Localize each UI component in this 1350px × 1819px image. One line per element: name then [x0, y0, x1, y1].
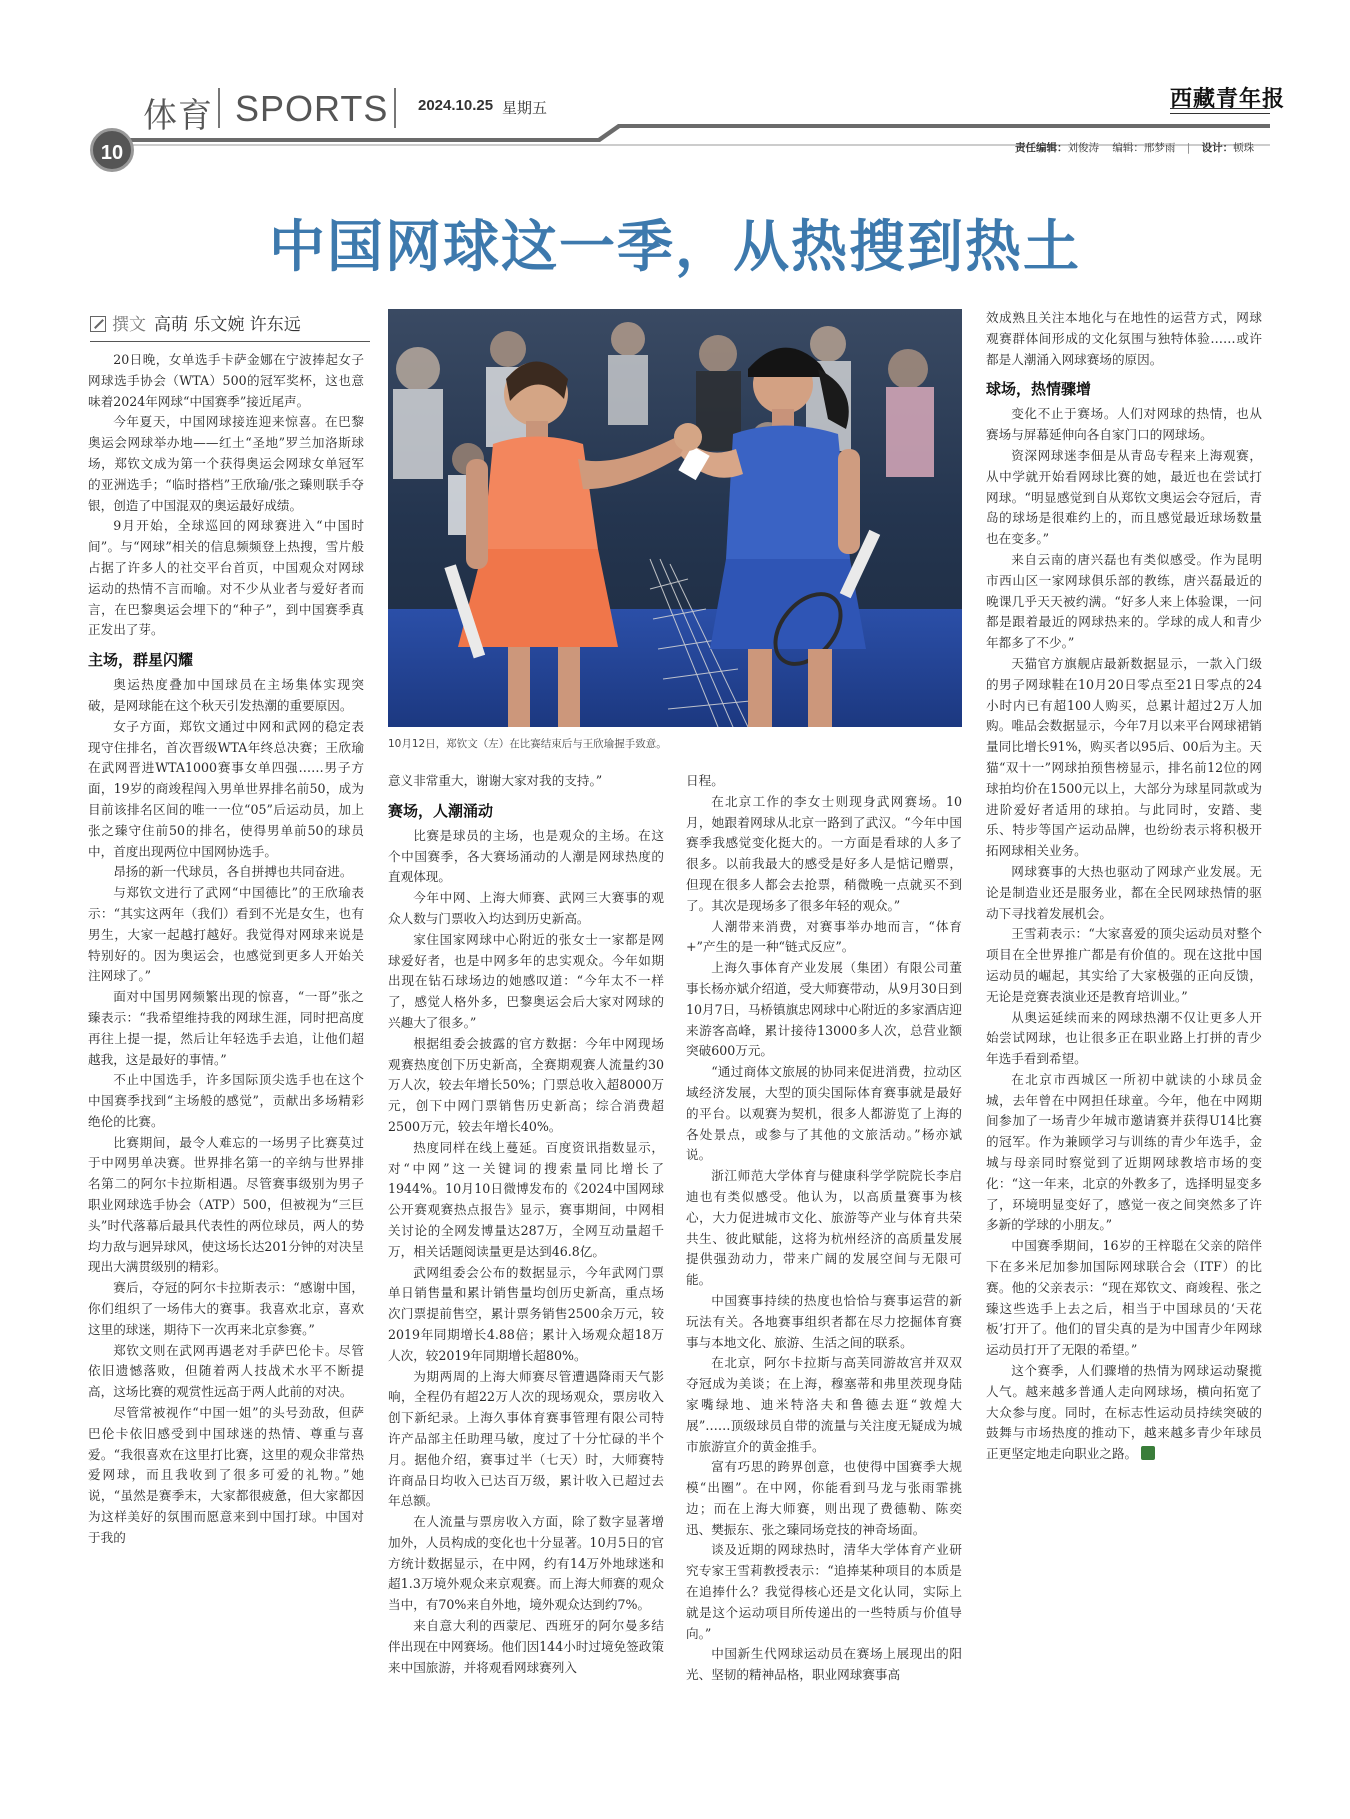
paragraph: 尽管常被视作“中国一姐”的头号劲敌，但萨巴伦卡依旧感受到中国球迷的热情、尊重与喜爱。“我很喜欢在这里打比赛，这里的观众非常热爱网球，而且我收到了很多可爱的礼物。”她说，“虽然是赛季末，大家都很疲惫，但大家都因为这样美好的氛围而愿意来到中国打球。中国对于我的 — [88, 1405, 364, 1545]
paragraph: 20日晚，女单选手卡萨金娜在宁波捧起女子网球选手协会（WTA）500的冠军奖杯，这也意味着2024年网球“中国赛季”接近尾声。 — [88, 352, 364, 409]
article-photo — [388, 309, 962, 727]
paragraph: 上海久事体育产业发展（集团）有限公司董事长杨亦斌介绍道，受大师赛带动，从9月30日到10月7日，马桥镇旗忠网球中心附近的多家酒店迎来游客高峰，累计接待13000多人次，总营业额突破600万元。 — [686, 960, 962, 1059]
section-title-en: SPORTS — [235, 88, 389, 129]
editor-label: 编辑： — [1112, 142, 1144, 154]
paragraph: 谈及近期的网球热时，清华大学体育产业研究专家王雪莉教授表示：“追捧某种项目的本质是在追捧什么？我觉得核心还是文化认同，实际上就是这个运动项目所传递出的一些特质与价值导向。” — [686, 1542, 962, 1641]
issue-date: 2024.10.25 — [418, 97, 494, 114]
paragraph: 比赛期间，最令人难忘的一场男子比赛莫过于中网男单决赛。世界排名第一的辛纳与世界排名第二的阿尔卡拉斯相遇。尽管赛事级别为男子职业网球选手协会（ATP）500，但被视为“三巨头”时代落幕后最具代表性的两位球员，两人的势均力敌与迥异球风，使这场长达201分钟的对决呈现出大满贯级别的精彩。 — [88, 1134, 364, 1275]
paragraph: 中国赛季期间，16岁的王梓聪在父亲的陪伴下在多米尼加参加国际网球联合会（ITF）的比赛。他的父亲表示：“现在郑钦文、商竣程、张之臻这些选手上去之后，相当于中国球员的‘天花板’打开了。他们的冒尖真的是为中国青少年网球运动员打开了无限的希望。” — [986, 1238, 1262, 1358]
section-heading: 主场，群星闪耀 — [88, 651, 194, 670]
handshake-photo-illustration — [388, 309, 962, 727]
paragraph: 比赛是球员的主场，也是观众的主场。在这个中国赛季，各大赛场涌动的人潮是网球热度的直观体现。 — [388, 827, 664, 885]
paragraph: 与郑钦文进行了武网“中国德比”的王欣瑜表示：“其实这两年（我们）看到不光是女生，也有男生，大家一起越打越好。我觉得对网球来说是特别好的。因为奥运会，也感觉到更多人开始关注网球了。” — [88, 885, 364, 984]
paragraph: “通过商体文旅展的协同来促进消费，拉动区域经济发展，大型的顶尖国际体育赛事就是最好的平台。以观赛为契机，很多人都游览了上海的各处景点，或参与了其他的文旅活动。”杨亦斌说。 — [686, 1064, 962, 1163]
masthead-underline — [1170, 108, 1270, 114]
paragraph: 赛后，夺冠的阿尔卡拉斯表示：“感谢中国，你们组织了一场伟大的赛事。我喜欢北京，喜欢这里的球迷，期待下一次再来北京参赛。” — [88, 1280, 364, 1337]
paragraph: 今年夏天，中国网球接连迎来惊喜。在巴黎奥运会网球举办地——红土“圣地”罗兰加洛斯球场，郑钦文成为第一个获得奥运会网球女单冠军的亚洲选手；“临时搭档”王欣瑜/张之臻则联手夺银，创造了中国混双的奥运最好成绩。 — [88, 414, 364, 513]
photo-caption: 10月12日，郑钦文（左）在比赛结束后与王欣瑜握手致意。 — [388, 738, 667, 750]
paragraph: 在人流量与票房收入方面，除了数字显著增加外，人员构成的变化也十分显著。10月5日的官方统计数据显示，在中网，约有14万外地球迷和超1.3万境外观众来京观赛。而上海大师赛的观众当中，有70%来自外地，境外观众达到约7%。 — [388, 1514, 664, 1613]
paragraph: 来自云南的唐兴磊也有类似感受。作为昆明市西山区一家网球俱乐部的教练，唐兴磊最近的晚课几乎天天被约满。“好多人来上体验课，一问都是跟着最近的网球热来的。学球的成人和青少年都多了不少。” — [986, 551, 1262, 651]
paragraph: 热度同样在线上蔓延。百度资讯指数显示，对“中网”这一关键词的搜索量同比增长了1944%。10月10日微博发布的《2024中国网球公开赛观赛热点报告》显示，赛事期间，中网相关讨论的全网发博量达287万，全网互动量超千万，相关话题阅读量更是达到46.8亿。 — [388, 1139, 664, 1259]
article-column-1 — [88, 350, 364, 1780]
paragraph: 为期两周的上海大师赛尽管遭遇降雨天气影响，全程仍有超22万人次的现场观众，票房收入创下新纪录。上海久事体育赛事管理有限公司特许产品部主任助理马敏，度过了十分忙碌的半个月。据他介绍，赛事过半（七天）时，大师赛特许商品日均收入已达百万级，累计收入已超过去年总额。 — [388, 1368, 664, 1509]
byline — [90, 310, 370, 342]
editor-credits — [1015, 140, 1254, 155]
paragraph: 资深网球迷李佃是从青岛专程来上海观赛，从中学就开始看网球比赛的她，最近也在尝试打网球。“明显感觉到自从郑钦文奥运会夺冠后，青岛的球场是很难约上的，而且感觉最近球场数量也在变多。” — [986, 447, 1262, 547]
section-heading: 球场，热情骤增 — [986, 380, 1092, 399]
editor: 邢梦雨 — [1143, 142, 1176, 154]
paragraph: 效成熟且关注本地化与在地性的运营方式，网球观赛群体间形成的文化氛围与独特体验……或许都是人潮涌入网球赛场的原因。 — [986, 310, 1262, 367]
paragraph: 武网组委会公布的数据显示，今年武网门票单日销售量和累计销售量均创历史新高，重点场次门票提前售空，累计票务销售2500余万元，较2019年同期增长4.88倍；累计入场观众超18万人次，较2019年同期增长超80%。 — [388, 1264, 664, 1363]
section-heading: 赛场，人潮涌动 — [388, 801, 494, 820]
paragraph: 日程。 — [686, 773, 724, 788]
paragraph: 在北京工作的李女士则现身武网赛场。10月，她跟着网球从北京一路到了武汉。“今年中国赛季我感觉变化挺大的。一方面是看球的人多了很多。以前我最大的感受是好多人是惦记赠票，但现在很多人都会去抢票，稍微晚一点就买不到了。其次是现场多了很多年轻的观众。” — [686, 793, 962, 913]
article-column-4 — [986, 308, 1262, 1783]
paragraph: 根据组委会披露的官方数据：今年中网现场观赛热度创下历史新高，全赛期观赛人流量约30万人次，较去年增长50%；门票总收入超8000万元，创下中网门票销售历史新高；综合消费超2500万元，较去年增长40%。 — [388, 1035, 664, 1134]
paragraph-final — [986, 1361, 1262, 1465]
paragraph: 在北京市西城区一所初中就读的小球员金城，去年曾在中网担任球童。今年，他在中网期间参加了一场青少年城市邀请赛并获得U14比赛的冠军。作为兼顾学习与训练的青少年选手，金城与母亲同时察觉到了近期网球教培市场的变化：“这一年来，北京的外教多了，选择明显变多了，环境明显变好了，感觉一夜之间突然多了许多新的学球的小朋友。” — [986, 1071, 1262, 1233]
pen-icon — [90, 316, 106, 332]
chief-editor-label: 责任编辑： — [1015, 142, 1068, 154]
paragraph: 浙江师范大学体育与健康科学学院院长李启迪也有类似感受。他认为，以高质量赛事为核心，大力促进城市文化、旅游等产业与体育共荣共生、彼此赋能，这将为杭州经济的高质量发展提供强劲动力，带来广阔的发展空间与无限可能。 — [686, 1168, 962, 1288]
design-label: 设计： — [1201, 142, 1234, 154]
paragraph: 不止中国选手，许多国际顶尖选手也在这个中国赛季找到“主场般的感觉”，贡献出多场精彩绝伦的比赛。 — [88, 1072, 364, 1129]
paragraph: 中国赛事持续的热度也恰恰与赛事运营的新玩法有关。各地赛事组织者都在尽力挖掘体育赛事与本地文化、旅游、生活之间的联系。 — [686, 1292, 962, 1350]
paragraph: 中国新生代网球运动员在赛场上展现出的阳光、坚韧的精神品格，职业网球赛事高 — [686, 1646, 962, 1683]
byline-label: 撰文 — [112, 315, 146, 335]
end-mark-icon — [1141, 1446, 1155, 1460]
paragraph: 奥运热度叠加中国球员在主场集体实现突破，是网球能在这个秋天引发热潮的重要原因。 — [88, 677, 364, 713]
paragraph: 变化不止于赛场。人们对网球的热情，也从赛场与屏幕延伸向各自家门口的网球场。 — [986, 406, 1262, 443]
designer: 顿珠 — [1233, 142, 1255, 154]
article-column-3 — [686, 771, 962, 1781]
page-number: 10 — [90, 128, 134, 172]
paragraph: 女子方面，郑钦文通过中网和武网的稳定表现守住排名，首次晋级WTA年终总决赛；王欣瑜在武网晋进WTA1000赛事女单四强……男子方面，19岁的商竣程闯入男单世界排名前50，成为目前该排名区间的唯一一位“05”后运动员，加上张之臻守住前50的排名，使得男单前50的球员中，首度出现两位中国网协选手。 — [88, 718, 364, 859]
paragraph: 人潮带来消费，对赛事举办地而言，“体育+”产生的是一种“链式反应”。 — [686, 918, 962, 955]
section-title-cn: 体育 — [143, 96, 213, 136]
byline-authors: 高萌 乐文婉 许东远 — [154, 315, 301, 335]
paragraph: 9月开始，全球巡回的网球赛进入“中国时间”。与“网球”相关的信息频频登上热搜，雪片般占据了许多人的社交平台首页，中国观众对网球运动的热情不言而喻。对不少从业者与爱好者而言，在巴黎奥运会埋下的“种子”，到中国赛季真正发出了芽。 — [88, 518, 364, 638]
paragraph: 家住国家网球中心附近的张女士一家都是网球爱好者，也是中网多年的忠实观众。今年如期出现在钻石球场边的她感叹道：“今年太不一样了，感觉人格外多，巴黎奥运会后大家对网球的兴趣大了很多。” — [388, 931, 664, 1030]
paragraph: 意义非常重大，谢谢大家对我的支持。” — [388, 773, 603, 788]
credits-separator: | — [1186, 142, 1191, 154]
paragraph: 来自意大利的西蒙尼、西班牙的阿尔曼多结伴出现在中网赛场。他们因144小时过境免签政策来中国旅游，并将观看网球赛列入 — [388, 1618, 664, 1675]
paragraph: 王雪莉表示：“大家喜爱的顶尖运动员对整个项目在全世界推广都是有价值的。现在这批中国运动员的崛起，其实给了大家极强的正向反馈，无论是竞赛表演业还是教育培训业。” — [986, 926, 1262, 1004]
newspaper-masthead: 西藏青年报 — [1170, 86, 1286, 112]
paragraph: 富有巧思的跨界创意，也使得中国赛季大规模“出圈”。在中网，你能看到马龙与张雨霏挑边；而在上海大师赛，则出现了费德勒、陈奕迅、樊振东、张之臻同场竞技的神奇场面。 — [686, 1459, 962, 1537]
paragraph: 昂扬的新一代球员，各自拼搏也共同奋进。 — [113, 864, 353, 880]
paragraph: 今年中网、上海大师赛、武网三大赛事的观众人数与门票收入均达到历史新高。 — [388, 890, 664, 926]
paragraph: 网球赛事的大热也驱动了网球产业发展。无论是制造业还是服务业，都在全民网球热情的驱动下寻找着发展机会。 — [986, 863, 1262, 921]
paragraph: 郑钦文则在武网再遇老对手萨巴伦卡。尽管依旧遗憾落败，但随着两人技战术水平不断提高，这场比赛的观赏性远高于两人此前的对决。 — [88, 1342, 364, 1400]
paragraph: 天猫官方旗舰店最新数据显示，一款入门级的男子网球鞋在10月20日零点至21日零点的24小时内已有超100人购买，总累计超过2万人加购。唯品会数据显示，今年7月以来平台网球裙销量同比增长91%，购买者以95后、00后为主。天猫“双十一”网球拍预售榜显示，排名前12位的网球拍均价在1500元以上，大部分为球星同款或为进阶爱好者适用的球拍。与此同时，安踏、斐乐、特步等国产运动品牌，也纷纷表示将积极开拓网球相关业务。 — [986, 655, 1262, 859]
paragraph: 在北京，阿尔卡拉斯与高芙同游故宫并双双夺冠成为美谈；在上海，穆塞蒂和弗里茨现身陆家嘴绿地、迪米特洛夫和鲁德去逛“敦煌大展”……顶级球员自带的流量与关注度无疑成为城市旅游宣介的黄金推手。 — [686, 1355, 962, 1454]
paragraph: 面对中国男网频繁出现的惊喜，“一哥”张之臻表示：“我希望维持我的网球生涯，同时把高度再往上提一提，然后让年轻选手去追，让他们超越我，这是最好的事情。” — [88, 989, 364, 1067]
chief-editor: 刘俊涛 — [1067, 142, 1099, 154]
paragraph: 从奥运延续而来的网球热潮不仅让更多人开始尝试网球，也让很多正在职业路上打拼的青少年选手看到希望。 — [986, 1009, 1262, 1067]
article-headline: 中国网球这一季，从热搜到热土 — [269, 215, 1081, 280]
paragraph-text: 这个赛季，人们骤增的热情为网球运动聚揽人气。越来越多普通人走向网球场，横向拓宽了大众参与度。同时，在标志性运动员持续突破的鼓舞与市场热度的推动下，越来越多青少年球员正更坚定地走向职业之路。 — [986, 1363, 1262, 1462]
article-column-2 — [388, 771, 664, 1781]
issue-weekday: 星期五 — [502, 99, 548, 117]
